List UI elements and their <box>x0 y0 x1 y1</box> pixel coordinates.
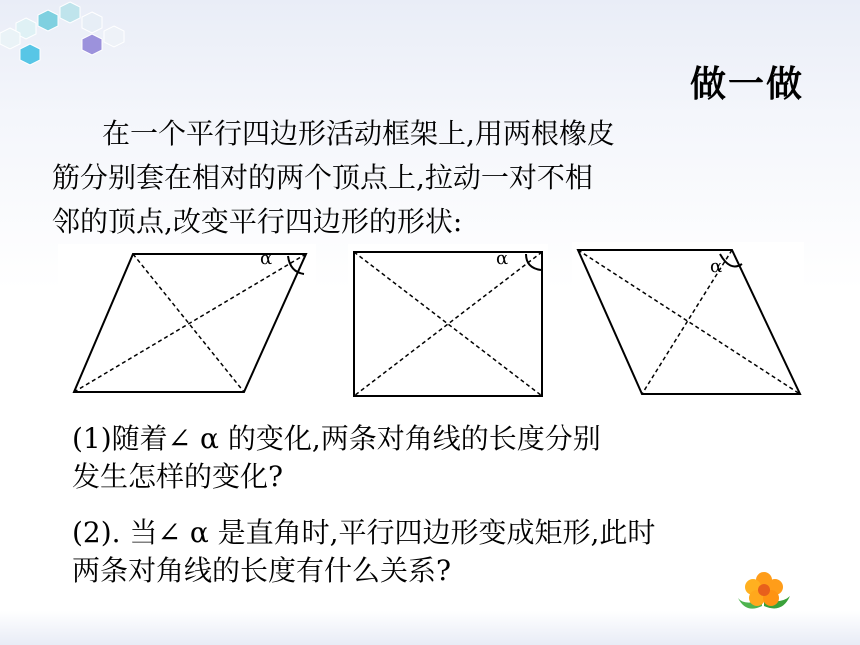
footer-band <box>0 611 860 645</box>
diagonal-line <box>133 254 244 392</box>
figure-parallelogram-1 <box>58 244 316 400</box>
intro-paragraph <box>52 112 742 244</box>
question-2-line-1: (2). 当∠ α 是直角时,平行四边形变成矩形,此时 <box>72 516 656 549</box>
hexagon-shape <box>60 2 80 23</box>
hexagon-shape <box>38 10 58 31</box>
question-2 <box>72 514 812 590</box>
hexagon-shape <box>82 12 102 33</box>
figure-parallelogram-2 <box>572 242 804 402</box>
question-1 <box>72 420 812 496</box>
hexagon-shape <box>104 26 124 47</box>
hexagon-shape <box>20 44 40 65</box>
question-1-line-1: (1)随着∠ α 的变化,两条对角线的长度分别 <box>72 422 601 455</box>
hexagon-shape <box>0 28 20 49</box>
intro-line-1: 在一个平行四边形活动框架上,用两根橡皮 <box>102 117 615 150</box>
diagonal-line <box>74 254 306 392</box>
angle-arc <box>526 254 541 270</box>
hexagon-shape <box>82 34 102 55</box>
page-title: 做一做 <box>689 64 804 105</box>
angle-label: α <box>496 248 509 269</box>
hexagon-decoration <box>0 0 150 80</box>
angle-label: α <box>260 248 273 269</box>
flower-center <box>758 584 770 596</box>
intro-line-2: 筋分别套在相对的两个顶点上,拉动一对不相 <box>52 161 593 194</box>
angle-label: α <box>710 256 723 277</box>
intro-line-3: 邻的顶点,改变平行四边形的形状: <box>52 205 463 238</box>
flower-icon <box>734 570 794 616</box>
figure-rectangle <box>348 244 548 404</box>
question-2-line-2: 两条对角线的长度有什么关系? <box>72 554 452 587</box>
question-1-line-2: 发生怎样的变化? <box>72 460 284 493</box>
